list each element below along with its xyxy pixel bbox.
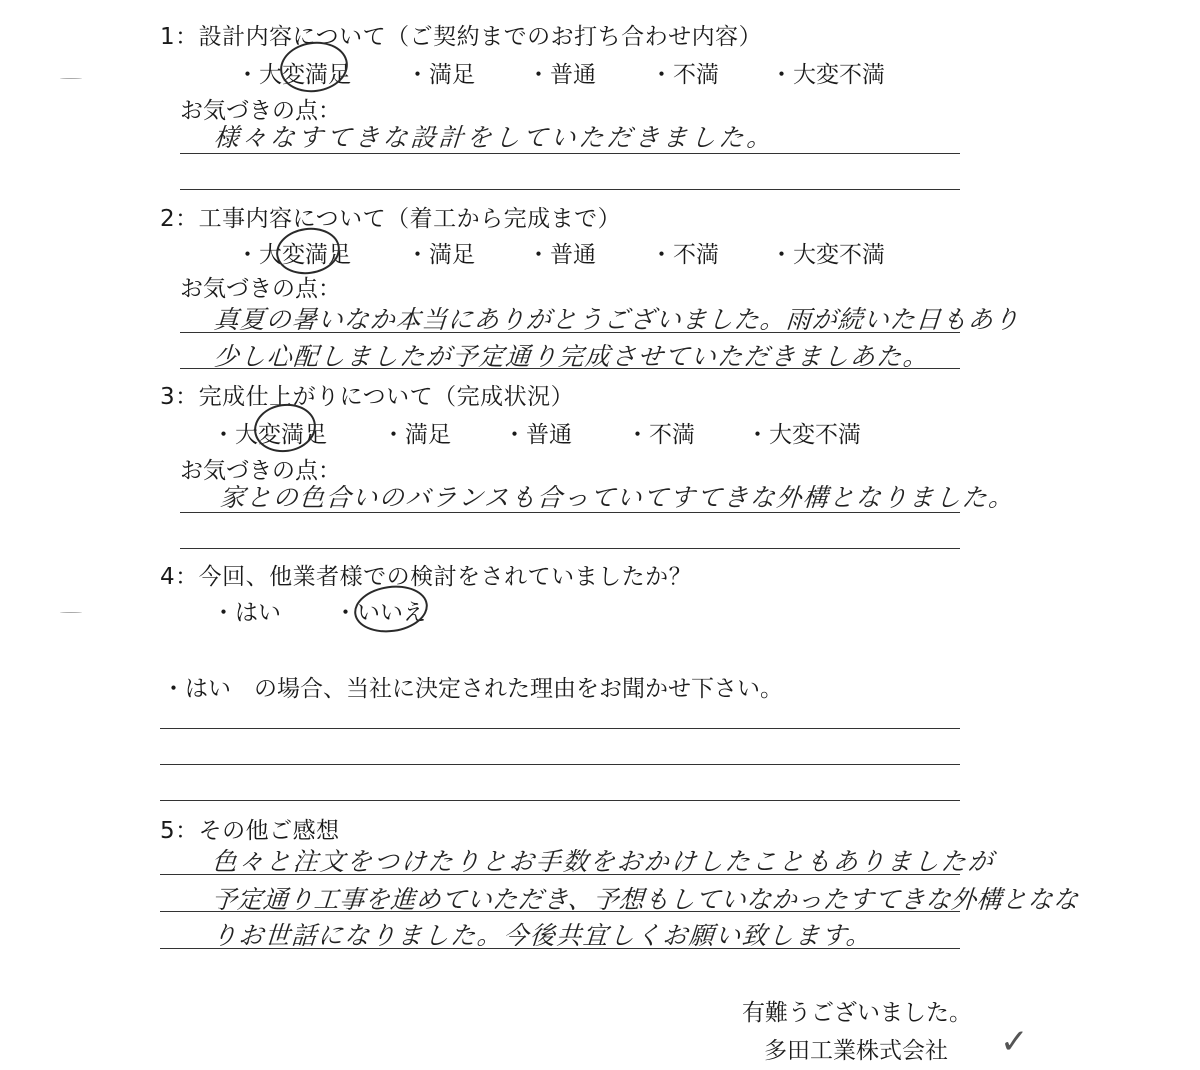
q3-title: 3：完成仕上がりについて（完成状況） [160,384,575,410]
q3-answer-rule-2 [180,548,960,549]
footer-company-name: 多田工業株式会社 [764,1038,948,1064]
check-mark-icon: ✓ [1000,1022,1029,1062]
q4-reason-rule-1 [160,728,960,729]
q5-answer-rule-2 [160,911,960,912]
q5-answer-line-2: 予定通り工事を進めていただき、予想もしていなかったすてきな外構となな [210,885,1080,914]
scan-mark-top [60,78,82,79]
q1-answer-rule-2 [180,189,960,190]
q5-title: 5：その他ご感想 [160,818,340,844]
q1-answer-rule-1 [180,153,960,154]
q5-answer-rule-1 [160,874,960,875]
q2-option-very-dissatisfied[interactable]: ・大変不満 [770,242,885,268]
q1-answer-line-1: 様々なすてきな設計をしていただきました。 [212,123,776,152]
q3-option-satisfied[interactable]: ・満足 [382,422,451,448]
q2-answer-rule-2 [180,368,960,369]
q2-title: 2：工事内容について（着工から完成まで） [160,206,622,232]
q3-answer-line-1: 家との色合いのバランスも合っていてすてきな外構となりました。 [218,483,1016,512]
q1-option-very-dissatisfied[interactable]: ・大変不満 [770,62,885,88]
q4-reason-prompt: ・はい の場合、当社に決定された理由をお聞かせ下さい。 [162,676,783,702]
q2-option-very-satisfied[interactable]: ・大変満足 [236,242,351,268]
q5-answer-line-3: りお世話になりました。今後共宜しくお願い致します。 [210,921,874,950]
q1-option-satisfied[interactable]: ・満足 [406,62,475,88]
q2-answer-line-2: 少し心配しましたが予定通り完成させていただきましあた。 [212,342,931,371]
q2-remarks-label: お気づきの点： [180,276,341,302]
q2-answer-rule-1 [180,332,960,333]
q3-remarks-label: お気づきの点： [180,458,341,484]
q2-option-satisfied[interactable]: ・満足 [406,242,475,268]
q3-option-very-satisfied[interactable]: ・大変満足 [212,422,327,448]
q4-reason-rule-2 [160,764,960,765]
q3-answer-rule-1 [180,512,960,513]
q1-title: 1：設計内容について（ご契約までのお打ち合わせ内容） [160,24,763,50]
q4-option-yes[interactable]: ・はい [212,600,281,626]
q5-answer-rule-3 [160,948,960,949]
q1-option-very-satisfied[interactable]: ・大変満足 [236,62,351,88]
q4-title: 4：今回、他業者様での検討をされていましたか？ [160,564,693,590]
q2-answer-line-1: 真夏の暑いなか本当にありがとうございました。雨が続いた日もあり [212,305,1021,334]
q4-reason-rule-3 [160,800,960,801]
q4-option-no[interactable]: ・いいえ [334,600,426,626]
q3-option-normal[interactable]: ・普通 [503,422,572,448]
footer-thanks: 有難うございました。 [742,1000,972,1026]
q3-option-dissatisfied[interactable]: ・不満 [626,422,695,448]
q5-answer-line-1: 色々と注文をつけたりとお手数をおかけしたこともありましたが [210,847,996,876]
q2-option-dissatisfied[interactable]: ・不満 [650,242,719,268]
scan-mark-bottom [60,612,82,613]
q1-remarks-label: お気づきの点： [180,98,341,124]
q3-option-very-dissatisfied[interactable]: ・大変不満 [746,422,861,448]
q2-option-normal[interactable]: ・普通 [527,242,596,268]
q1-option-dissatisfied[interactable]: ・不満 [650,62,719,88]
q1-option-normal[interactable]: ・普通 [527,62,596,88]
